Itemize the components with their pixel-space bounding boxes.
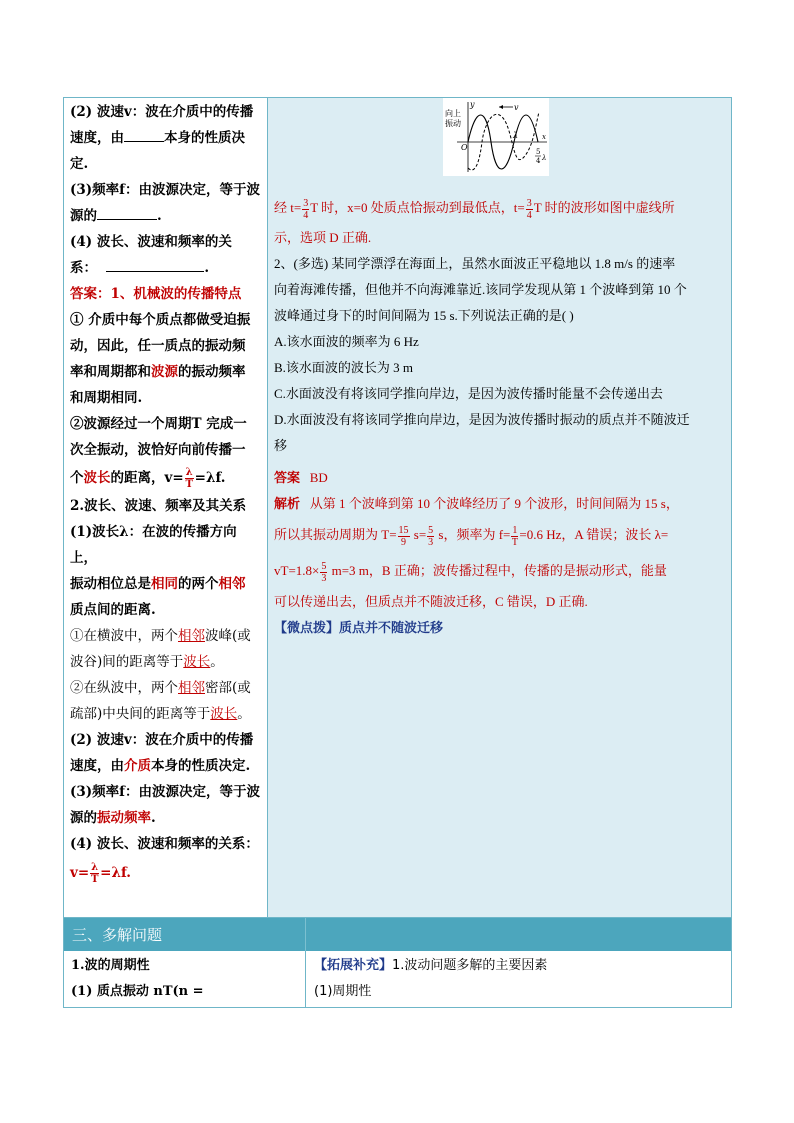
ans-line-5: ②波源经过一个周期T 完成一 (70, 416, 247, 432)
fig-vib-label: 振动 (445, 119, 461, 128)
fig-lambda-label: λ (513, 131, 519, 140)
answer-title: 答案：1、机械波的传播特点 (70, 286, 242, 302)
section-row (63, 951, 732, 1008)
three-quarter-1: $\frac{3}{4}$ (303, 197, 309, 221)
option-a: A.该水面波的频率为 6 Hz (274, 334, 419, 349)
fig-v-label: v (514, 103, 519, 112)
left-text-block (70, 99, 262, 889)
ans-line-3: 率和周期都和波源的振动频率 (70, 364, 246, 380)
fig-x-label: x (542, 133, 546, 141)
question-line-1: 2、(多选) 某同学漂浮在海面上，虽然水面波正平稳地以 1.8 m/s 的速率 (274, 256, 676, 271)
frac-5-3-b: $\frac{5}{3}$ (321, 560, 327, 584)
speed-line-2: 速度，由 本身的性质决 (70, 125, 262, 151)
trans-line-2: 波谷)间的距离等于波长。 (70, 654, 224, 670)
wl-line-2: 振动相位总是相同的两个相邻 (70, 576, 246, 592)
speed2-line-2: 速度，由介质本身的性质决定. (70, 758, 251, 774)
freq-line-1: (3)频率f：由波源决定，等于波 (70, 182, 260, 198)
answer-line: 答案 BD (274, 470, 328, 485)
freq2-line-1: (3)频率f：由波源决定，等于波 (70, 784, 260, 800)
speed2-line-1: (2) 波速v：波在介质中的传播 (70, 732, 254, 748)
explain-line-3: vT=1.8× $\frac{5}{3}$ m=3 m，B 正确；波传播过程中，传播的是振动形式，能量 (274, 560, 667, 584)
option-c: C.水面波没有将该同学推向岸边，是因为波传播时能量不会传递出去 (274, 386, 663, 401)
speed-line-1: (2) 波速v：波在介质中的传播 (70, 104, 254, 120)
row-left-text (71, 953, 204, 1005)
frac-1-t: $\frac{1}{T}$ (511, 524, 518, 548)
ans-line-1: ① 介质中每个质点都做受迫振 (70, 312, 251, 328)
section-title: 三、多解问题 (72, 926, 163, 944)
solution-line-2: 示，选项 D 正确. (274, 230, 372, 245)
wl-line-1: (1)波长λ：在波的传播方向上， (70, 524, 237, 566)
freq2-line-2: 源的振动频率. (70, 810, 156, 826)
rel-line-2: 系： . (70, 255, 262, 281)
option-d-2: 移 (274, 438, 288, 453)
tip-line: 【微点拨】质点并不随波迁移 (274, 620, 444, 635)
option-b: B.该水面波的波长为 3 m (274, 360, 414, 375)
rel-line-1: (4) 波长、波速和频率的关 (70, 234, 232, 250)
long-line-2: 疏部)中央间的距离等于波长。 (70, 706, 251, 722)
lambda-over-t: $\frac{\lambda}{T}$ (185, 467, 193, 490)
ans-line-6: 次全振动，波恰好向前传播一 (70, 442, 246, 458)
option-d-1: D.水面波没有将该同学推向岸边，是因为波传播时振动的质点并不随波迁 (274, 412, 690, 427)
solution-line-1: 经 t= $\frac{3}{4}$ T 时，x=0 处质点恰振动到最低点，t= $\frac{3}{4}$ T 时的波形如图中虚线所 (274, 197, 675, 221)
section2-title: 2.波长、波速、频率及其关系 (70, 498, 247, 514)
section-header (63, 917, 732, 952)
rel2-line-1: (4) 波长、波速和频率的关系： (70, 836, 259, 852)
speed-line-3: 定. (70, 156, 89, 172)
trans-line-1: ①在横波中，两个相邻波峰(或 (70, 628, 251, 644)
wl-line-3: 质点间的距离. (70, 602, 156, 618)
lambda-over-t-2: $\frac{\lambda}{T}$ (90, 862, 99, 885)
fig-up-label: 向上 (445, 109, 461, 118)
fig-54-den: 4 (536, 157, 541, 165)
header-divider (305, 918, 306, 951)
ans-line-7: 个波长的距离，v= $\frac{\lambda}{T}$ =λf. (70, 467, 226, 490)
explain-line-4: 可以传递出去，但质点并不随波迁移，C 错误，D 正确. (274, 594, 588, 609)
fig-54-lambda: λ (542, 154, 547, 162)
wave-figure (443, 98, 549, 176)
fig-54-num: 5 (536, 148, 541, 156)
row-right-text (314, 953, 547, 1005)
rel2-formula: v= $\frac{\lambda}{T}$ =λf. (70, 862, 131, 885)
long-line-1: ②在纵波中，两个相邻密部(或 (70, 680, 251, 696)
freq-line-2: 源的 . (70, 203, 262, 229)
frac-15-9: $\frac{15}{9}$ (398, 524, 409, 548)
ans-line-2: 动，因此，任一质点的振动频 (70, 338, 246, 354)
frac-5-3: $\frac{5}{3}$ (428, 524, 434, 548)
fig-y-label: y (470, 100, 475, 109)
fig-o-label: O (461, 143, 468, 152)
question-line-2: 向着海滩传播，但他并不向海滩靠近.该同学发现从第 1 个波峰到第 10 个 (274, 282, 687, 297)
three-quarter-2: $\frac{3}{4}$ (526, 197, 532, 221)
explain-line-2: 所以其振动周期为 T= $\frac{15}{9}$ s= $\frac{5}{3}$ s，频率为 f= $\frac{1}{T}$ =0.6 Hz，A 错误；波长 λ= (274, 524, 669, 548)
question-line-3: 波峰通过身下的时间间隔为 15 s.下列说法正确的是( ) (274, 308, 574, 323)
explain-line-1: 解析 从第 1 个波峰到第 10 个波峰经历了 9 个波形，时间间隔为 15 s， (274, 496, 679, 511)
extension-line: 【拓展补充】1.波动问题多解的主要因素 (314, 958, 548, 973)
ans-line-4: 和周期相同. (70, 390, 143, 406)
period-title: 1.波的周期性 (71, 958, 150, 973)
row-divider (305, 951, 306, 1007)
right-text-block (274, 191, 724, 641)
period-line: (1) 质点振动 nT(n = (71, 984, 204, 999)
periodicity-line: (1)周期性 (314, 984, 372, 999)
